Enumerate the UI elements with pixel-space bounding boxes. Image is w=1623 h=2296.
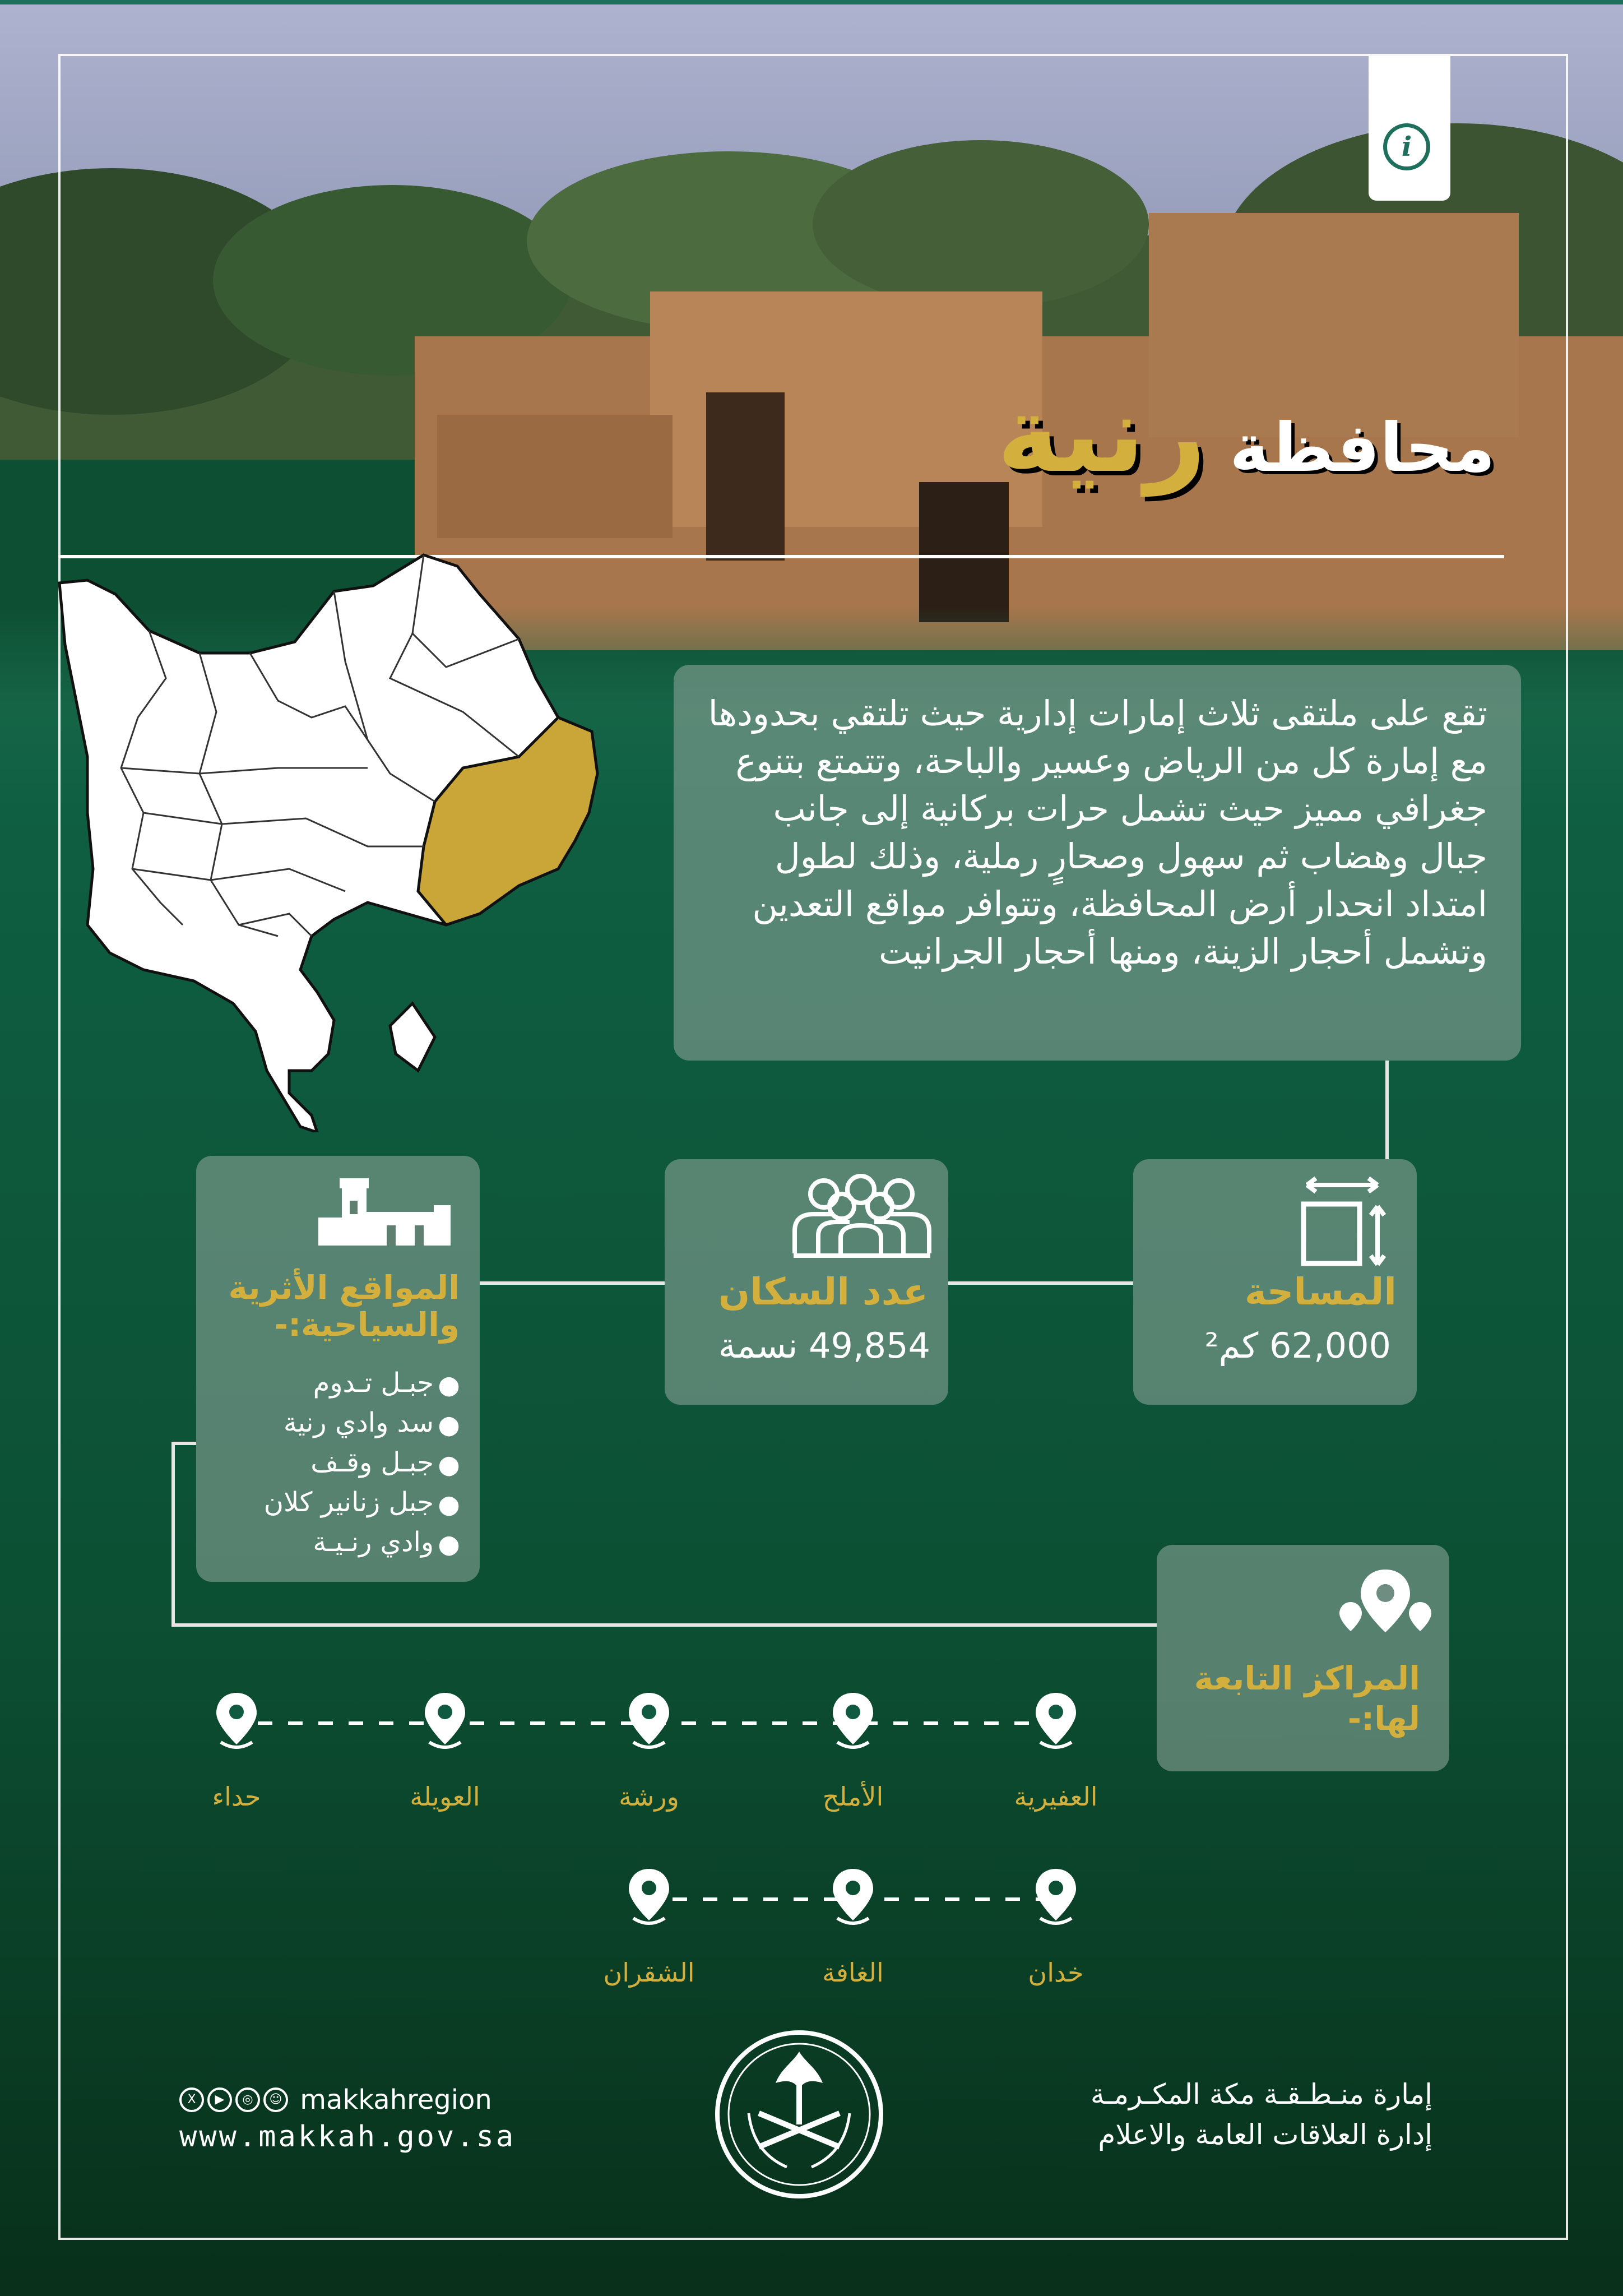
saudi-emblem-logo bbox=[714, 2029, 884, 2200]
castle-icon bbox=[314, 1173, 454, 1246]
youtube-icon[interactable]: ▶ bbox=[207, 2087, 232, 2112]
area-title: المساحة bbox=[1244, 1270, 1397, 1313]
centers-card bbox=[1157, 1545, 1449, 1771]
center-label: الغافة bbox=[822, 1957, 884, 1988]
location-pin-icon bbox=[210, 1691, 263, 1752]
location-pin-icon bbox=[622, 1867, 676, 1928]
pin-icon: ⬤ bbox=[438, 1454, 460, 1476]
population-title: عدد السكان bbox=[718, 1270, 928, 1313]
center-label: الشقران bbox=[603, 1957, 695, 1988]
location-pin-icon bbox=[622, 1691, 676, 1752]
connector-pop-sites bbox=[480, 1281, 665, 1285]
description-card bbox=[674, 665, 1521, 1061]
info-tab[interactable] bbox=[1369, 56, 1450, 201]
location-pin-icon bbox=[418, 1691, 472, 1752]
list-item: ⬤وادي رنـيـة bbox=[224, 1524, 460, 1563]
website-link[interactable]: www.makkah.gov.sa bbox=[179, 2120, 516, 2154]
connector-bottom-centers bbox=[171, 1623, 1157, 1627]
area-card bbox=[1133, 1159, 1417, 1405]
sites-title: المواقع الأثرية والسياحية:- bbox=[228, 1269, 460, 1344]
list-item: ⬤سد وادي رنية bbox=[224, 1404, 460, 1444]
center-label: ورشة bbox=[619, 1781, 679, 1812]
area-resize-icon bbox=[1296, 1174, 1392, 1270]
title-name: رنية bbox=[996, 372, 1207, 496]
snapchat-icon[interactable]: ☺ bbox=[263, 2087, 288, 2112]
connector-area-pop bbox=[948, 1281, 1133, 1285]
population-value: 49,854 نسمة bbox=[718, 1325, 930, 1366]
connector-desc-area bbox=[1385, 1061, 1389, 1159]
location-pin-icon bbox=[1029, 1691, 1083, 1752]
area-value: 62,000 كم² bbox=[1204, 1325, 1391, 1366]
connector-vertical-left bbox=[171, 1442, 175, 1627]
pin-icon: ⬤ bbox=[438, 1414, 460, 1437]
population-card bbox=[665, 1159, 948, 1405]
instagram-icon[interactable]: ◎ bbox=[235, 2087, 260, 2112]
region-map bbox=[54, 533, 603, 1132]
center-label: خدان bbox=[1028, 1957, 1084, 1988]
location-pin-icon bbox=[1029, 1867, 1083, 1928]
list-item: ⬤جبـل وقـف bbox=[224, 1444, 460, 1484]
people-icon bbox=[791, 1169, 933, 1260]
x-icon[interactable]: X bbox=[179, 2087, 204, 2112]
connector-sites-left bbox=[171, 1442, 196, 1445]
pin-icon: ⬤ bbox=[438, 1374, 460, 1397]
page-frame bbox=[58, 54, 1568, 2240]
center-label: العفيرية bbox=[1014, 1781, 1098, 1812]
title-prefix: محافظة bbox=[1229, 409, 1495, 487]
center-label: الأملح bbox=[822, 1781, 884, 1812]
social-handle[interactable]: makkahregion bbox=[300, 2084, 492, 2116]
pin-icon: ⬤ bbox=[438, 1534, 460, 1556]
top-accent-line bbox=[0, 0, 1623, 4]
location-pin-icon bbox=[826, 1691, 880, 1752]
info-icon: i bbox=[1383, 123, 1430, 170]
org-line1: إمارة منـطـقـة مكة المكـرمـة bbox=[1090, 2078, 1432, 2110]
center-label: حداء bbox=[212, 1781, 261, 1812]
list-item: ⬤جبـل تـدوم bbox=[224, 1364, 460, 1404]
sites-card bbox=[196, 1156, 480, 1582]
center-label: العويلة bbox=[410, 1781, 480, 1812]
sites-list bbox=[224, 1364, 460, 1563]
org-line2: إدارة العلاقات العامة والاعلام bbox=[1098, 2118, 1432, 2151]
page-title bbox=[996, 372, 1495, 496]
centers-title: المراكز التابعة لها:- bbox=[1194, 1659, 1420, 1738]
list-item: ⬤جبل زنانير كلان bbox=[224, 1484, 460, 1524]
pin-icon: ⬤ bbox=[438, 1494, 460, 1516]
location-pin-icon bbox=[826, 1867, 880, 1928]
social-footer bbox=[179, 2082, 516, 2154]
description-text: تقع على ملتقى ثلاث إمارات إدارية حيث تلتقي بحدودها مع إمارة كل من الرياض وعسير والباحة، وتتمتع بتنوع جغرافي مميز حيث تشمل حرات بركانية إلى جانب جبال وهضاب ثم سهول وصحارٍ رملية، وذلك لطول امتداد انحدار أرض المحافظة، وتتوافر مواقع التعدين وتشمل أحجار الزينة، ومنها أحجار الجرانيت bbox=[708, 693, 1487, 972]
org-footer bbox=[1091, 2074, 1432, 2155]
locations-icon bbox=[1336, 1565, 1435, 1637]
